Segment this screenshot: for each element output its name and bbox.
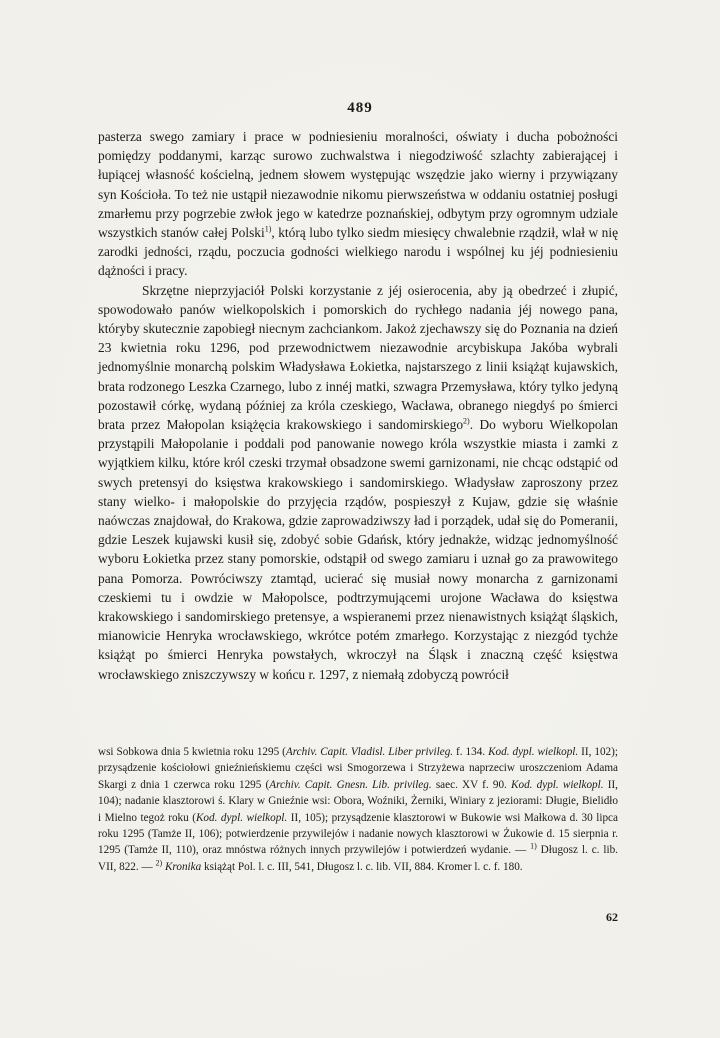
fn-citation: Kod. dypl. wielkopl.: [195, 811, 288, 824]
paragraph-1-text: pasterza swego zamiary i prace w podniesieniu moralności, oświaty i ducha pobożności pomiędzy poddanymi, karząc surowo zuchwalstwa i niegodziwość szlachty zabierającej i łupiącej własność kościelną, jednem słowem występując wszędzie jako wierny i przywiązany syn Kościoła. To też nie ustąpił niezawodnie nikomu pierwszeństwa w oddaniu ostatniej posługi zmarłemu przy pogrzebie zwłok jego w katedrze poznańskiej, odbytym przy ogromnym udziale wszystkich stanów całej Polski: [98, 129, 618, 241]
signature-mark: 62: [606, 910, 618, 924]
footnote-block: [98, 744, 618, 875]
footnote-marker-1: 1): [530, 841, 537, 851]
paragraph-1-end: , którą lubo tylko siedm miesięcy chwalebnie rządził, wlał w nię zarodki jedności, rządu, poczucia godności wielkiego narodu i wspólnej ku jéj podniesieniu dążności i pracy.: [98, 225, 619, 279]
paragraph-2-text: Skrzętne nieprzyjaciół Polski korzystanie z jéj osierocenia, aby ją obedrzeć i złupić, spowodowało panów wielkopolskich i pomorskich do rychłego nadania jéj nowego pana, któryby skutecznie zapobiegł niecnym zachciankom. Jakoż zjechawszy się do Poznania na dzień 23 kwietnia roku 1296, pod przewodnictwem niezawodnie arcybiskupa Jakóba wybrali jednomyślnie monarchą polskim Władysława Łokietka, najstarszego z linii książąt kujawskich, brata rodzonego Leszka Czarnego, lubo z innéj matki, szwagra Przemysława, który tylko jedyną pozostawił córkę, wydaną później za króla czeskiego, Wacława, obranego niegdyś po śmierci brata przez Małopolan książęcia krakowskiego i sandomirskiego: [98, 282, 618, 433]
fn-text: II, 102); przysądzenie kościołowi gnieźnieńskiemu części wsi Smogorzewa i Strzyżewa naprzeciw uroszczeniom Adama Skargi z dnia 1 czerwca roku 1295 (: [98, 746, 618, 791]
fn-citation: Kod. dypl. wielkopl.: [511, 778, 604, 791]
main-text: [98, 127, 618, 684]
paragraph-2-end: . Do wyboru Wielkopolan przystąpili Małopolanie i poddali pod panowanie nowego króla wszystkie miasta i zamki z wyjątkiem kilku, które król czeski trzymał obsadzone swemi garnizonami, nie chcąc odstąpić od swych pretensyi do księstwa krakowskiego i sandomirskiego. Władysław zaproszony przez stany wielko- i małopolskie do przyjęcia rządów, pospieszył z Kujaw, gdzie się właśnie naówczas znajdował, do Krakowa, gdzie zaprowadziwszy ład i porządek, udał się do Pomeranii, gdzie Leszek kujawski kusił się, zdobyć sobie Gdańsk, który jednakże, widząc jednomyślność wyboru Łokietka przez stany pomorskie, odstąpił od swego zamiaru i uznał go za prawowitego pana Pomorza. Powróciwszy ztamtąd, ucierać się musiał nowy monarcha z garnizonami czeskiemi tu i owdzie w Małopolsce, podtrzymującemi urojone Wacława do księstwa krakowskiego i sandomirskiego pretensye, a wspieranemi przez nienawistnych książąt śląskich, mianowicie Henryka wrocławskiego, wkrótce potém zmarłego. Korzystając z niezgód tychże książąt po śmierci Henryka powstałych, wkroczył na Śląsk i znaczną część księstwa wrocławskiego zniszczywszy w końcu r. 1297, z niemałą zdobyczą powrócił: [98, 417, 618, 682]
fn-citation: Kronika: [164, 860, 202, 873]
fn-text: II, 105); przysądzenie klasztorowi w Bukowie wsi Małkowa d. 30 lipca roku 1295 (Tamże II, 106); potwierdzenie przywilejów i nadanie nowych klasztorowi w Żukowie d. 15 sierpnia r. 1295 (Tamże II, 110), oraz mnóstwa różnych innych przywilejów i potwierdzeń wydanie. —: [98, 811, 618, 857]
page-number: 489: [347, 100, 373, 116]
footnote-ref-2: 2): [463, 416, 470, 426]
paragraph-2: [98, 281, 618, 684]
fn-text: II, 104); nadanie klasztorowi ś. Klary w Gnieźnie wsi: Obora, Woźniki, Żerniki, Winiary z jeziorami: Długie, Bielidło i Mielno tegoż roku (: [98, 778, 618, 824]
footnotes: [98, 744, 618, 875]
fn-text: f. 134.: [453, 746, 489, 758]
fn-citation: Archiv. Capit. Vladisl. Liber privileg.: [285, 746, 454, 758]
fn-text: saec. XV f. 90.: [431, 778, 512, 791]
fn-text: Długosz l. c. lib. VII, 822. —: [98, 844, 618, 873]
fn-citation: Kod. dypl. wielkopl.: [488, 746, 579, 758]
footnote-ref-1: 1): [264, 224, 272, 234]
paragraph-1: [98, 127, 618, 281]
fn-text: książąt Pol. l. c. III, 541, Długosz l. c. lib. VII, 884. Kromer l. c. f. 180.: [201, 860, 523, 873]
fn-text: wsi Sobkowa dnia 5 kwietnia roku 1295 (: [98, 746, 286, 758]
footnote-marker-2: 2): [155, 858, 163, 868]
fn-citation: Archiv. Capit. Gnesn. Lib. privileg.: [269, 778, 432, 791]
